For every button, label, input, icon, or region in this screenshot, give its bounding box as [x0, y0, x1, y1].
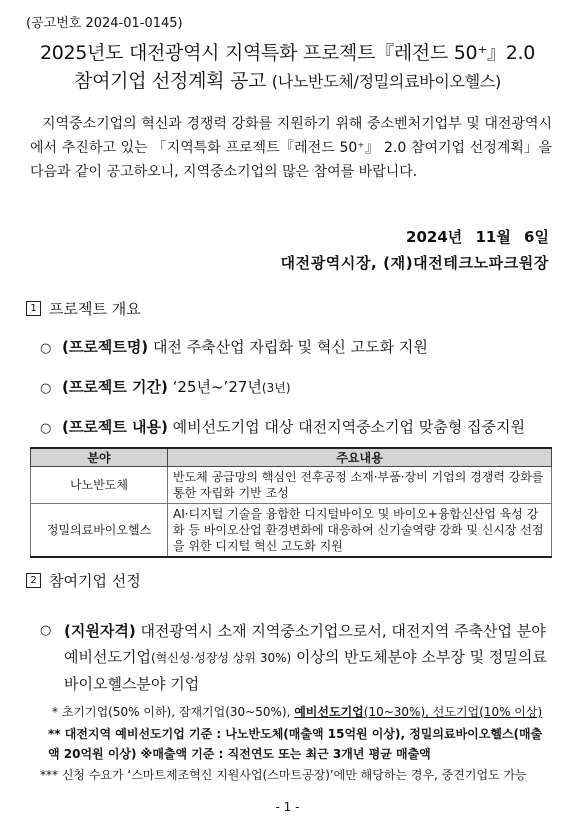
- bullet-project-name: [40, 336, 428, 357]
- document-title-line1: 2025년도 대전광역시 지역특화 프로젝트『레전드 50⁺』2.0: [39, 42, 536, 64]
- table-header-content: 주요내용: [168, 448, 552, 467]
- eligibility-body: [64, 618, 552, 697]
- bullet-text: 대전 주축산업 자립화 및 혁신 고도화 지원: [148, 338, 428, 356]
- section-number-box: 1: [26, 301, 41, 316]
- issuing-organization: 대전광역시장, (재)대전테크노파크원장: [280, 254, 549, 272]
- section-number-box: 2: [26, 573, 41, 588]
- title-subtitle: (나노반도체/정밀의료바이오헬스): [271, 72, 501, 91]
- footnote-3: *** 신청 수요가 ‘스마트제조혁신 지원사업(스마트공장)’에만 해당하는 경우, 중견기업도 가능: [40, 768, 527, 782]
- section-title: 프로젝트 개요: [49, 300, 141, 318]
- table-header-row: [31, 448, 552, 467]
- table-cell-content: AI·디지털 기술을 융합한 디지털바이오 및 바이오+융합신산업 육성 강화 등 바이오산업 환경변화에 대응하여 신기술역량 강화 및 신시장 선점을 위한 디지털 혁신 고도화 지원: [168, 504, 552, 558]
- footnote-underlined: (10~30%), 선도기업(10% 이상): [363, 705, 543, 719]
- bullet-mark: ○: [40, 341, 52, 356]
- bullet-small-text: (3년): [261, 381, 291, 395]
- bullet-key: (프로젝트명): [62, 338, 149, 356]
- section-heading-selection: [26, 570, 141, 591]
- footnote-text: * 초기기업(50% 이하), 잠재기업(30~50%),: [52, 705, 295, 719]
- bullet-project-content: [40, 416, 525, 437]
- bullet-key: (프로젝트 기간): [62, 378, 168, 396]
- bullet-key: (프로젝트 내용): [62, 418, 168, 436]
- project-content-table: [30, 447, 552, 558]
- bullet-text: 예비선도기업 대상 대전지역중소기업 맞춤형 집중지원: [167, 418, 525, 436]
- table-cell-content: 반도체 공급망의 핵심인 전후공정 소재·부품·장비 기업의 경쟁력 강화를 통한 자립화 기반 조성: [168, 467, 552, 504]
- intro-paragraph: 지역중소기업의 혁신과 경쟁력 강화를 지원하기 위해 중소벤처기업부 및 대전광역시에서 추진하고 있는 「지역특화 프로젝트『레전드 50⁺』 2.0 참여기업 선정계획」을 다음과 같이 공고하오니, 지역중소기업의 많은 참여를 바랍니다.: [30, 116, 552, 180]
- eligibility-item: [40, 618, 552, 697]
- eligibility-small: (혁신성·성장성 상위 30%): [150, 651, 292, 665]
- bullet-mark: ○: [40, 381, 52, 396]
- bullet-mark: ○: [40, 421, 52, 436]
- eligibility-key: (지원자격): [64, 622, 136, 640]
- section-title: 참여기업 선정: [49, 572, 141, 590]
- announcement-date: 2024년 11월 6일: [406, 228, 549, 246]
- table-row: [31, 504, 552, 558]
- bullet-project-period: [40, 376, 291, 397]
- table-cell-field: 나노반도체: [31, 467, 168, 504]
- footnote-emphasis: 예비선도기업: [294, 705, 364, 719]
- table-cell-field: 정밀의료바이오헬스: [31, 504, 168, 558]
- table-row: [31, 467, 552, 504]
- table-header-field: 분야: [31, 448, 168, 467]
- document-title-line2: [0, 66, 575, 93]
- eligibility-text-2: 이상의 반도체분야 소부장 및 정밀의료바이오헬스분야 기업: [64, 648, 547, 693]
- bullet-text: ‘25년~’27년: [167, 378, 262, 396]
- bullet-mark: ○: [40, 623, 52, 638]
- page-number: - 1 -: [275, 800, 300, 814]
- footnote-2: ** 대전지역 예비선도기업 기준 : 나노반도체(매출액 15억원 이상), 정밀의료바이오헬스(매출액 20억원 이상) ※매출액 기준 : 직전연도 또는 최근 3개년 평균 매출액: [48, 727, 543, 761]
- footnote-1: [52, 703, 542, 720]
- notice-number: (공고번호 2024-01-0145): [26, 16, 183, 31]
- title-main: 참여기업 선정계획 공고: [74, 70, 272, 92]
- section-heading-overview: [26, 298, 141, 319]
- eligibility-text: 대전광역시 소재 지역중소기업으로서, 대전지역 주축산업 분야 예비선도기업: [64, 622, 546, 666]
